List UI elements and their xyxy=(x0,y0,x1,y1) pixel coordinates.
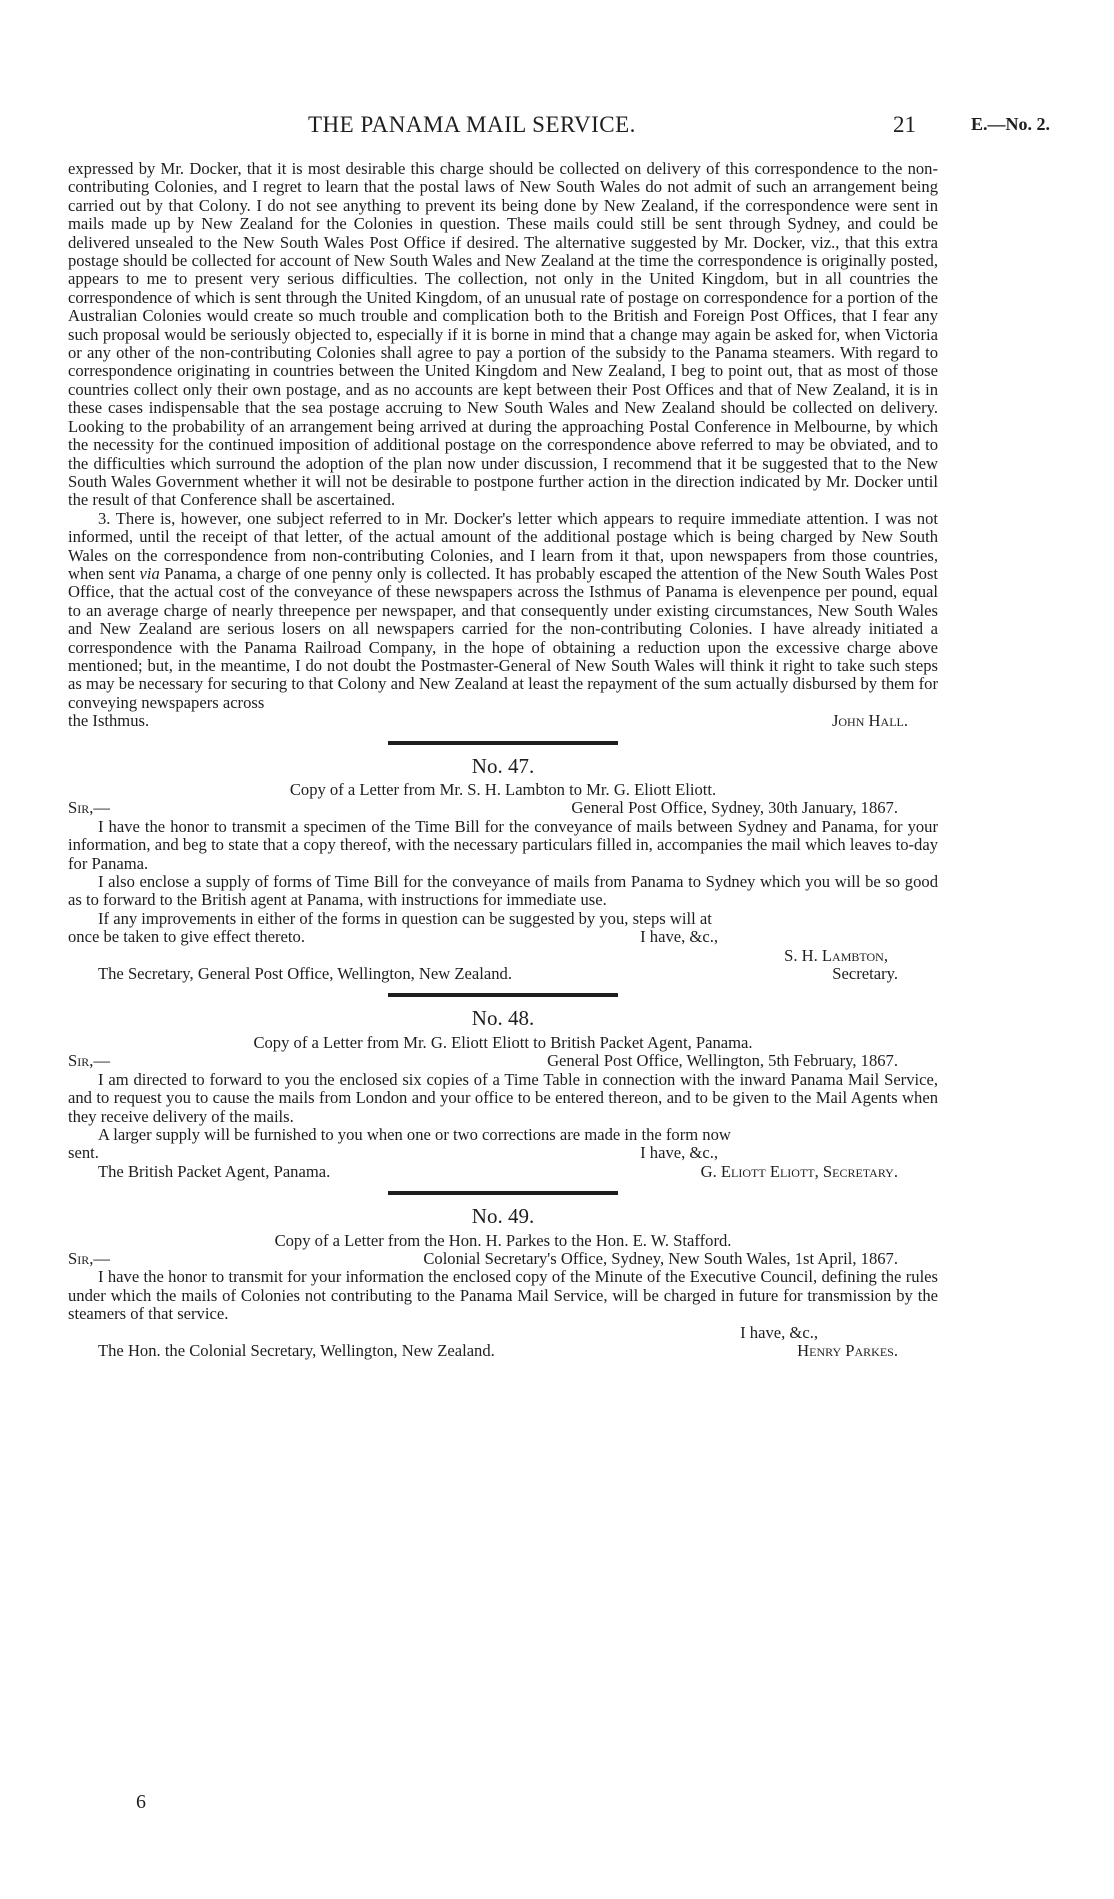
letter-paragraph: I am directed to forward to you the enclosed six copies of a Time Table in connection with the inward Panama Mail Service, and to request you to cause the mails from London and your office to be entered thereon, and to be given to the Mail Agents when they receive delivery of the mails. xyxy=(68,1069,938,1126)
letter-48: No. 48. Copy of a Letter from Mr. G. Eliott Eliott to British Packet Agent, Panama. Sir,— General Post Office, Wellington, 5th February, 1867. I am directed to forward to you the enclosed six copies of a Time Table in connection with the inward Panama Mail Service, and to request you to cause the mails from London and your office to be entered thereon, and to be given to the Mail Agents when they receive delivery of the mails. A larger supply will be furnished to you when one or two corrections are made in the form now sent. I have, &c., The British Packet Agent, Panama. G. Eliott Eliott, Secretary. xyxy=(68,1006,938,1181)
document-body xyxy=(68,160,938,1360)
salutation: Sir,— xyxy=(68,1248,110,1268)
signature-john-hall: John Hall. xyxy=(831,711,908,731)
addressee: The Secretary, General Post Office, Wellington, New Zealand. xyxy=(98,964,512,984)
letter-47: No. 47. Copy of a Letter from Mr. S. H. Lambton to Mr. G. Eliott Eliott. Sir,— General Post Office, Sydney, 30th January, 1867. I have the honor to transmit a specimen of the Time Bill for the conveyance of mails between Sydney and Panama, for your information, and beg to state that a copy thereof, with the necessary particulars filled in, accompanies the mail which leaves to-day for Panama. I also enclose a supply of forms of Time Bill for the conveyance of mails from Panama to Sydney which you will be so good as to forward to the British agent at Panama, with instructions for immediate use. If any improvements in either of the forms in question can be suggested by you, steps will at once be taken to give effect thereto. I have, &c., S. H. Lambton, The Secretary, General Post Office, Wellington, New Zealand. Secretary. xyxy=(68,753,938,984)
place-date: Colonial Secretary's Office, Sydney, New South Wales, 1st April, 1867. xyxy=(423,1248,898,1268)
closing: I have, &c., xyxy=(740,1322,818,1342)
signature: G. Eliott Eliott, Secretary. xyxy=(700,1161,898,1181)
place-date: General Post Office, Sydney, 30th January, 1867. xyxy=(571,798,898,818)
salutation: Sir,— xyxy=(68,798,110,818)
letter-number: No. 49. xyxy=(471,1204,535,1229)
addressee: The Hon. the Colonial Secretary, Wellington, New Zealand. xyxy=(98,1340,495,1360)
section-divider xyxy=(388,741,618,745)
letter-49 xyxy=(68,1204,938,1360)
letter-paragraph: I have the honor to transmit a specimen of the Time Bill for the conveyance of mails between Sydney and Panama, for your information, and beg to state that a copy thereof, with the necessary particulars filled in, accompanies the mail which leaves to-day for Panama. xyxy=(68,816,938,873)
signature-title: Secretary. xyxy=(832,964,898,984)
running-title: THE PANAMA MAIL SERVICE. xyxy=(308,112,636,137)
letter-paragraph: I have the honor to transmit for your information the enclosed copy of the Minute of the Executive Council, defining the rules under which the mails of Colonies not contributing to the Panama Mail Service, will be charged in future for transmission by the steamers of that service. xyxy=(68,1267,938,1324)
signature-mark: 6 xyxy=(136,1791,146,1813)
addressee: The British Packet Agent, Panama. xyxy=(98,1161,331,1181)
letter-number: No. 47. xyxy=(471,753,535,778)
signature: S. H. Lambton, xyxy=(784,945,888,965)
section-divider xyxy=(388,1191,618,1195)
letter-paragraph: If any improvements in either of the forms in question can be suggested by you, steps will at xyxy=(98,908,712,928)
letter-title: Copy of a Letter from Mr. G. Eliott Eliott to British Packet Agent, Panama. xyxy=(253,1032,753,1052)
document-reference: E.—No. 2. xyxy=(971,114,1051,134)
section-divider xyxy=(388,993,618,997)
salutation: Sir,— xyxy=(68,1051,110,1071)
letter-paragraph: A larger supply will be furnished to you when one or two corrections are made in the form now xyxy=(98,1124,731,1144)
closing: I have, &c., xyxy=(640,1143,718,1163)
letter-number: No. 48. xyxy=(471,1006,535,1031)
place-date: General Post Office, Wellington, 5th February, 1867. xyxy=(547,1051,898,1071)
closing: I have, &c., xyxy=(640,927,718,947)
page-number: 21 xyxy=(893,112,916,137)
letter-title: Copy of a Letter from the Hon. H. Parkes to the Hon. E. W. Stafford. xyxy=(274,1230,732,1250)
signature: Henry Parkes. xyxy=(797,1340,898,1360)
letter-paragraph: I also enclose a supply of forms of Time Bill for the conveyance of mails from Panama to Sydney which you will be so good as to forward to the British agent at Panama, with instructions for immediate use. xyxy=(68,872,938,910)
letter-title: Copy of a Letter from Mr. S. H. Lambton to Mr. G. Eliott Eliott. xyxy=(289,780,717,799)
page-header xyxy=(68,112,1084,144)
paragraph-3: 3. There is, however, one subject referred to in Mr. Docker's letter which appears to require immediate attention. I was not informed, until the receipt of that letter, of the actual amount of the additional postage which is being charged by New South Wales on the correspondence from non-contributing Colonies, and I learn from it that, upon newspapers from those countries, when sent via Panama, a charge of one penny only is collected. It has probably escaped the attention of the New South Wales Post Office, that the actual cost of the conveyance of these newspapers across the Isthmus of Panama is elevenpence per pound, equal to an average charge of nearly threepence per newspaper, and that consequently under existing circumstances, New South Wales and New Zealand are serious losers on all newspapers carried for the non-contributing Colonies. I have already initiated a correspondence with the Panama Railroad Company, in the hope of obtaining a reduction upon the excessive charge above mentioned; but, in the meantime, I do not doubt the Postmaster-General of New South Wales will think it right to take such steps as may be necessary for securing to that Colony and New Zealand at least the repayment of the sum actually disbursed by them for conveying newspapers across xyxy=(68,508,939,712)
paragraph-3-end: the Isthmus. John Hall. xyxy=(68,711,908,731)
continued-paragraph: expressed by Mr. Docker, that it is most desirable this charge should be collected on delivery of this correspondence to the non-contributing Colonies, and I regret to learn that the postal laws of New South Wales do not admit of such an arrangement being carried out by that Colony. I do not see anything to prevent its being done by New Zealand, if the correspondence were sent in mails made up by New Zealand for the Colonies in question. These mails could still be sent through Sydney, and could be delivered unsealed to the New South Wales Post Office if desired. The alternative suggested by Mr. Docker, viz., that this extra postage should be collected for account of New South Wales and New Zealand at the time the correspondence is originally posted, appears to me to present very serious difficulties. The collection, not only in the United Kingdom, but in all countries the correspondence of which is sent through the United Kingdom, of an unusual rate of postage on correspondence for a portion of the Australian Colonies would create so much trouble and complication both to the British and Foreign Post Offices, that I fear any such proposal would be seriously objected to, especially if it is borne in mind that a change may again be asked for, when Victoria or any other of the non-contributing Colonies shall agree to pay a portion of the subsidy to the Panama steamers. With regard to correspondence originating in countries between the United Kingdom and New Zealand, I beg to point out, that as most of those countries collect only their own postage, and as no accounts are kept between their Post Offices and that of New Zealand, it is in these cases indispensable that the sea postage accruing to New South Wales and New Zealand should be collected on delivery. Looking to the probability of an arrangement being arrived at during the approaching Postal Conference in Melbourne, by which the necessity for the continued imposition of additional postage on the correspondence above referred to may be obviated, and to the difficulties which surround the adoption of the plan now under discussion, I recommend that it be suggested that to the New South Wales Government whether it will not be desirable to postpone further action in the direction indicated by Mr. Docker until the result of that Conference shall be ascertained. xyxy=(68,159,938,510)
